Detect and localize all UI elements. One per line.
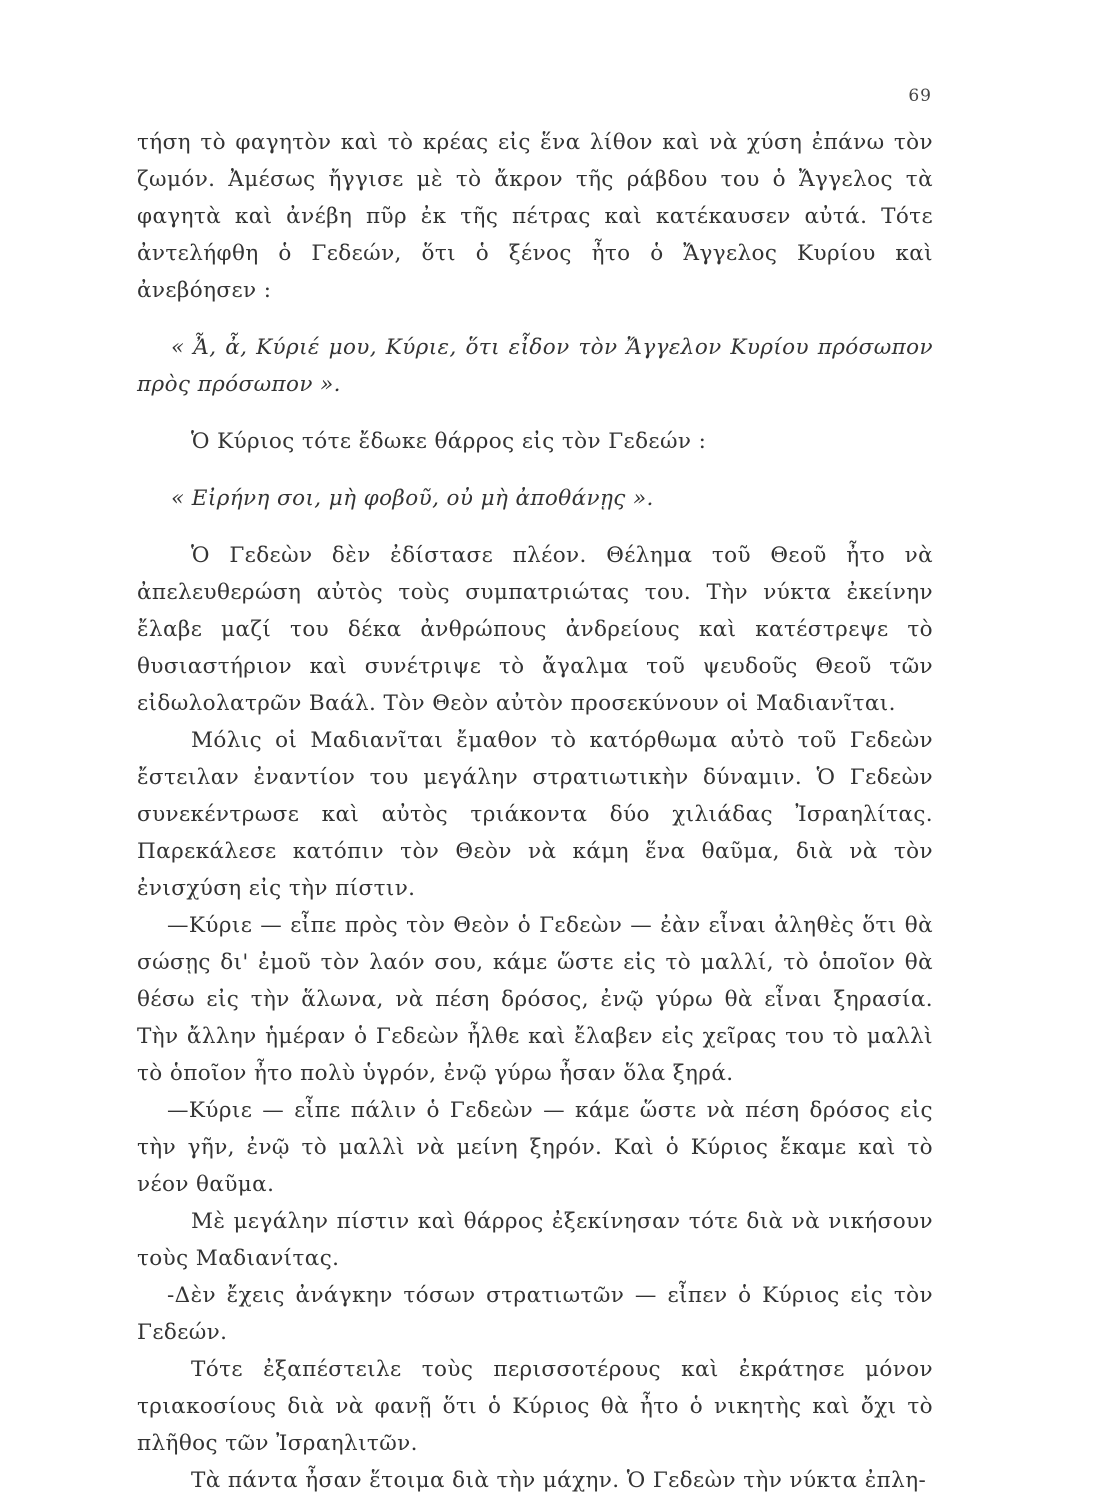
dialogue-paragraph: —Κύριε — εἶπε πρὸς τὸν Θεὸν ὁ Γεδεὼν — ἐὰν εἶναι ἀληθὲς ὅτι θὰ σώσῃς δι' ἐμοῦ τὸν λαόν σου, κάμε ὥστε εἰς τὸ μαλλί, τὸ ὁποῖον θὰ θέσω εἰς τὴν ἅλωνα, νὰ πέση δρόσος, ἐνῷ γύρω θὰ εἶναι ξηρασία. Τὴν ἄλλην ἡμέραν ὁ Γεδεὼν ἦλθε καὶ ἔλαβεν εἰς χεῖρας του τὸ μαλλὶ τὸ ὁποῖον ἦτο πολὺ ὑγρόν, ἐνῷ γύρω ἦσαν ὅλα ξηρά. [137,913,933,1086]
page-number: 69 [908,86,932,106]
paragraph: τήση τὸ φαγητὸν καὶ τὸ κρέας εἰς ἕνα λίθον καὶ νὰ χύση ἐπάνω τὸν ζωμόν. Ἀμέσως ἤγγισε μὲ τὸ ἄκρον τῆς ράβδου του ὁ Ἄγγελος τὰ φαγητὰ καὶ ἀνέβη πῦρ ἐκ τῆς πέτρας καὶ κατέκαυσεν αὐτά. Τότε ἀντελήφθη ὁ Γεδεών, ὅτι ὁ ξένος ἦτο ὁ Ἄγγελος Κυρίου καὶ ἀνεβόησεν : [137,130,933,303]
paragraph: Μὲ μεγάλην πίστιν καὶ θάρρος ἐξεκίνησαν τότε διὰ νὰ νικήσουν τοὺς Μαδιανίτας. [137,1209,933,1271]
dialogue-paragraph: —Κύριε — εἶπε πάλιν ὁ Γεδεὼν — κάμε ὥστε νὰ πέση δρόσος εἰς τὴν γῆν, ἐνῷ τὸ μαλλὶ νὰ μείνη ξηρόν. Καὶ ὁ Κύριος ἔκαμε καὶ τὸ νέον θαῦμα. [137,1098,933,1197]
quote-paragraph: « Εἰρήνη σοι, μὴ φοβοῦ, οὐ μὴ ἀποθάνῃς ». [171,486,654,511]
paragraph: Μόλις οἱ Μαδιανῖται ἔμαθον τὸ κατόρθωμα αὐτὸ τοῦ Γεδεὼν ἔστειλαν ἐναντίον του μεγάλην στρατιωτικὴν δύναμιν. Ὁ Γεδεὼν συνεκέντρωσε καὶ αὐτὸς τριάκοντα δύο χιλιάδας Ἰσραηλίτας. Παρεκάλεσε κατόπιν τὸν Θεὸν νὰ κάμη ἕνα θαῦμα, διὰ νὰ τὸν ἐνισχύση εἰς τὴν πίστιν. [137,728,933,901]
dialogue-paragraph: -Δὲν ἔχεις ἀνάγκην τόσων στρατιωτῶν — εἶπεν ὁ Κύριος εἰς τὸν Γεδεών. [137,1283,933,1345]
paragraph: Ὁ Γεδεὼν δὲν ἐδίστασε πλέον. Θέλημα τοῦ Θεοῦ ἦτο νὰ ἀπελευθερώση αὐτὸς τοὺς συμπατριώτας του. Τὴν νύκτα ἐκείνην ἔλαβε μαζί του δέκα ἀνθρώπους ἀνδρείους καὶ κατέστρεψε τὸ θυσιαστήριον καὶ συνέτριψε τὸ ἄγαλμα τοῦ ψευδοῦς Θεοῦ τῶν εἰδωλολατρῶν Βαάλ. Τὸν Θεὸν αὐτὸν προσεκύνουν οἱ Μαδιανῖται. [137,543,933,716]
paragraph: Τὰ πάντα ἦσαν ἕτοιμα διὰ τὴν μάχην. Ὁ Γεδεὼν τὴν νύκτα ἐπλη- [191,1468,927,1493]
paragraph: Τότε ἐξαπέστειλε τοὺς περισσοτέρους καὶ ἐκράτησε μόνον τριακοσίους διὰ νὰ φανῇ ὅτι ὁ Κύριος θὰ ἦτο ὁ νικητὴς καὶ ὄχι τὸ πλῆθος τῶν Ἰσραηλιτῶν. [137,1357,933,1456]
quote-paragraph: « Ἆ, ἆ, Κύριέ μου, Κύριε, ὅτι εἶδον τὸν Ἄγγελον Κυρίου πρόσωπον πρὸς πρόσωπον ». [137,335,933,397]
body-text [137,124,933,1499]
paragraph: Ὁ Κύριος τότε ἔδωκε θάρρος εἰς τὸν Γεδεών : [191,429,707,454]
